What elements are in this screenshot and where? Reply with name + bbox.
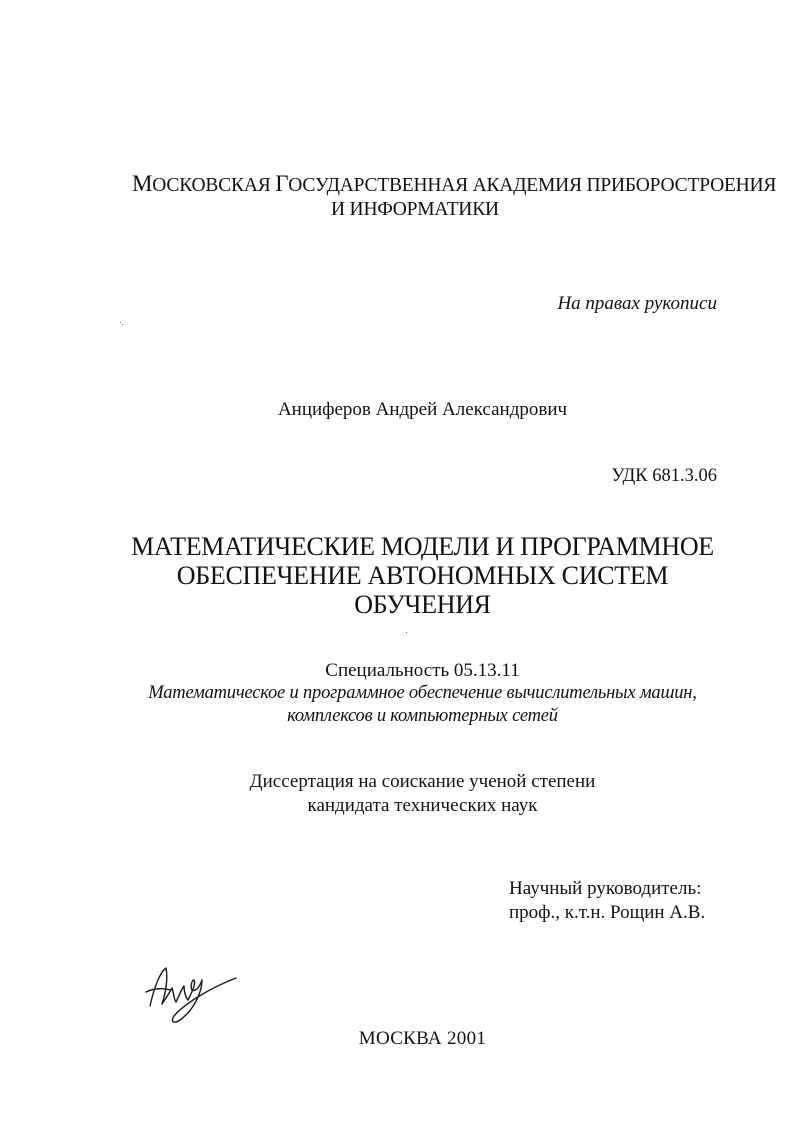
city-and-year: МОСКВА 2001 (358, 1028, 487, 1049)
degree-statement-line-2: кандидата технических наук (307, 795, 538, 816)
institution-text-part: ОСКОВСКАЯ (152, 175, 276, 196)
manuscript-rights-note: На правах рукописи (557, 293, 717, 314)
institution-initial-cap: М (132, 171, 153, 196)
author-name: Анциферов Андрей Александрович (277, 399, 568, 420)
dissertation-title-line-3: ОБУЧЕНИЯ (354, 590, 491, 619)
scan-speck (406, 632, 407, 633)
dissertation-title-line-1: МАТЕМАТИЧЕСКИЕ МОДЕЛИ И ПРОГРАММНОЕ (131, 532, 714, 561)
institution-name-line-1 (132, 171, 776, 199)
degree-statement-line-1: Диссертация на соискание ученой степени (249, 771, 596, 792)
signature-stroke (172, 978, 236, 1022)
udk-code: УДК 681.3.06 (611, 466, 717, 486)
scan-speck (122, 324, 123, 325)
specialty-description-line-2: комплексов и компьютерных сетей (287, 706, 558, 726)
advisor-label: Научный руководитель: (509, 878, 702, 899)
institution-text-part: ОСУДАРСТВЕННАЯ АКАДЕМИЯ ПРИБОРОСТРОЕНИЯ (288, 175, 777, 196)
signature-stroke (146, 989, 170, 992)
institution-initial-cap: Г (275, 171, 289, 196)
scan-speck (120, 322, 121, 323)
dissertation-title-line-2: ОБЕСПЕЧЕНИЕ АВТОНОМНЫХ СИСТЕМ (176, 561, 669, 590)
specialty-description-line-1: Математическое и программное обеспечение вычислительных машин, (148, 683, 697, 703)
advisor-name: проф., к.т.н. Рощин А.В. (509, 902, 706, 923)
institution-name-line-2: И ИНФОРМАТИКИ (331, 199, 499, 220)
handwritten-signature (140, 958, 250, 1028)
specialty-code: Специальность 05.13.11 (325, 660, 520, 681)
